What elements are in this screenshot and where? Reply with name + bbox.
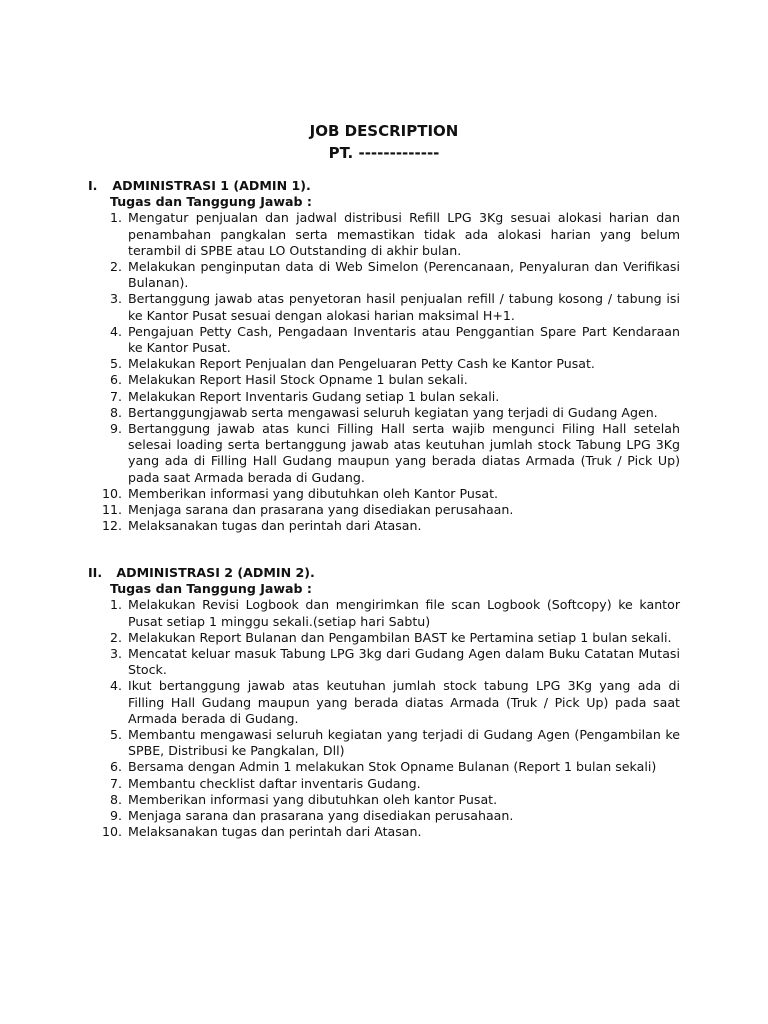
- list-item: [92, 405, 680, 421]
- section-subheading: Tugas dan Tanggung Jawab :: [110, 194, 312, 210]
- item-number: 9.: [109, 421, 122, 437]
- item-text: Bertanggung jawab atas penyetoran hasil penjualan refill / tabung kosong / tabung isi ke Kantor Pusat sesuai dengan alokasi harian maksimal H+1.: [128, 291, 680, 323]
- item-list: [92, 597, 680, 840]
- list-item: [92, 646, 680, 678]
- list-item: [92, 518, 680, 534]
- list-item: [92, 210, 680, 259]
- document-title: JOB DESCRIPTION: [309, 122, 459, 140]
- item-text: Membantu mengawasi seluruh kegiatan yang terjadi di Gudang Agen (Pengambilan ke SPBE, Distribusi ke Pangkalan, Dll): [128, 727, 680, 759]
- item-text: Mengatur penjualan dan jadwal distribusi Refill LPG 3Kg sesuai alokasi harian dan penambahan pangkalan serta memastikan tidak ada alokasi harian yang belum terambil di SPBE atau LO Outstanding di akhir bulan.: [128, 210, 680, 258]
- list-item: [92, 727, 680, 759]
- list-item: [92, 372, 680, 388]
- section-admin-1: [88, 178, 680, 534]
- item-number: 8.: [109, 791, 122, 807]
- item-number: 4.: [109, 678, 122, 694]
- item-number: 2.: [109, 629, 122, 645]
- item-number: 6.: [109, 372, 122, 388]
- list-item: [92, 824, 680, 840]
- list-item: [92, 389, 680, 405]
- item-text: Bertanggungjawab serta mengawasi seluruh kegiatan yang terjadi di Gudang Agen.: [128, 404, 658, 420]
- list-item: [92, 776, 680, 792]
- section-subheading: Tugas dan Tanggung Jawab :: [110, 581, 312, 597]
- item-text: Memberikan informasi yang dibutuhkan oleh kantor Pusat.: [128, 791, 498, 807]
- item-text: Menjaga sarana dan prasarana yang disediakan perusahaan.: [128, 502, 514, 518]
- list-item: [92, 630, 680, 646]
- item-number: 12.: [101, 518, 122, 534]
- title-block: [0, 120, 768, 164]
- document-subtitle: PT. -------------: [328, 144, 440, 162]
- section-admin-2: [88, 565, 680, 840]
- item-number: 1.: [109, 210, 122, 226]
- item-text: Melakukan Revisi Logbook dan mengirimkan file scan Logbook (Softcopy) ke kantor Pusat setiap 1 minggu sekali.(setiap hari Sabtu): [128, 597, 680, 629]
- list-item: [92, 291, 680, 323]
- item-number: 2.: [109, 259, 122, 275]
- item-number: 10.: [101, 824, 122, 840]
- item-text: Menjaga sarana dan prasarana yang disediakan perusahaan.: [128, 808, 514, 824]
- list-item: [92, 759, 680, 775]
- list-item: [92, 808, 680, 824]
- item-text: Melaksanakan tugas dan perintah dari Atasan.: [128, 824, 422, 840]
- item-text: Membantu checklist daftar inventaris Gudang.: [128, 775, 421, 791]
- item-number: 3.: [109, 291, 122, 307]
- section-title: ADMINISTRASI 1 (ADMIN 1).: [112, 178, 311, 193]
- section-number: II.: [88, 565, 103, 580]
- list-item: [92, 597, 680, 629]
- list-item: [92, 356, 680, 372]
- section-number: I.: [88, 178, 98, 193]
- item-text: Memberikan informasi yang dibutuhkan oleh Kantor Pusat.: [128, 485, 499, 501]
- item-text: Pengajuan Petty Cash, Pengadaan Inventaris atau Penggantian Spare Part Kendaraan ke Kantor Pusat.: [128, 323, 680, 356]
- list-item: [92, 502, 680, 518]
- item-number: 6.: [109, 759, 122, 775]
- item-number: 3.: [109, 646, 122, 662]
- item-number: 5.: [109, 356, 122, 372]
- item-text: Bersama dengan Admin 1 melakukan Stok Opname Bulanan (Report 1 bulan sekali): [128, 759, 657, 775]
- section-heading: [88, 178, 680, 194]
- list-item: [92, 792, 680, 808]
- item-number: 10.: [101, 485, 122, 501]
- item-list: [92, 210, 680, 534]
- item-text: Melakukan penginputan data di Web Simelon (Perencanaan, Penyaluran dan Verifikasi Bulanan).: [128, 259, 680, 291]
- list-item: [92, 259, 680, 291]
- item-text: Melakukan Report Hasil Stock Opname 1 bulan sekali.: [128, 372, 468, 388]
- item-text: Melakukan Report Bulanan dan Pengambilan BAST ke Pertamina setiap 1 bulan sekali.: [128, 629, 672, 645]
- item-number: 8.: [109, 404, 122, 420]
- item-number: 4.: [109, 323, 122, 339]
- list-item: [92, 678, 680, 727]
- item-text: Mencatat keluar masuk Tabung LPG 3kg dari Gudang Agen dalam Buku Catatan Mutasi Stock.: [128, 646, 680, 678]
- item-text: Melakukan Report Penjualan dan Pengeluaran Petty Cash ke Kantor Pusat.: [128, 356, 595, 372]
- list-item: [92, 486, 680, 502]
- item-number: 5.: [109, 727, 122, 743]
- item-number: 7.: [109, 388, 122, 404]
- item-text: Melakukan Report Inventaris Gudang setiap 1 bulan sekali.: [128, 388, 500, 404]
- item-number: 1.: [109, 597, 122, 613]
- list-item: [92, 324, 680, 356]
- section-title: ADMINISTRASI 2 (ADMIN 2).: [116, 565, 315, 580]
- item-text: Bertanggung jawab atas kunci Filling Hall serta wajib mengunci Filing Hall setelah selesai loading serta bertanggung jawab atas keutuhan jumlah stock Tabung LPG 3Kg yang ada di Filling Hall Gudang maupun yang berada diatas Armada (Truk / Pick Up) pada saat Armada berada di Gudang.: [128, 421, 680, 485]
- list-item: [92, 421, 680, 486]
- item-number: 11.: [101, 502, 122, 518]
- item-text: Ikut bertanggung jawab atas keutuhan jumlah stock tabung LPG 3Kg yang ada di Filling Hall Gudang maupun yang berada diatas Armada (Truk / Pick Up) pada saat Armada berada di Gudang.: [128, 678, 680, 726]
- item-text: Melaksanakan tugas dan perintah dari Atasan.: [128, 518, 422, 534]
- item-number: 9.: [109, 808, 122, 824]
- item-number: 7.: [109, 775, 122, 791]
- section-heading: [88, 565, 680, 581]
